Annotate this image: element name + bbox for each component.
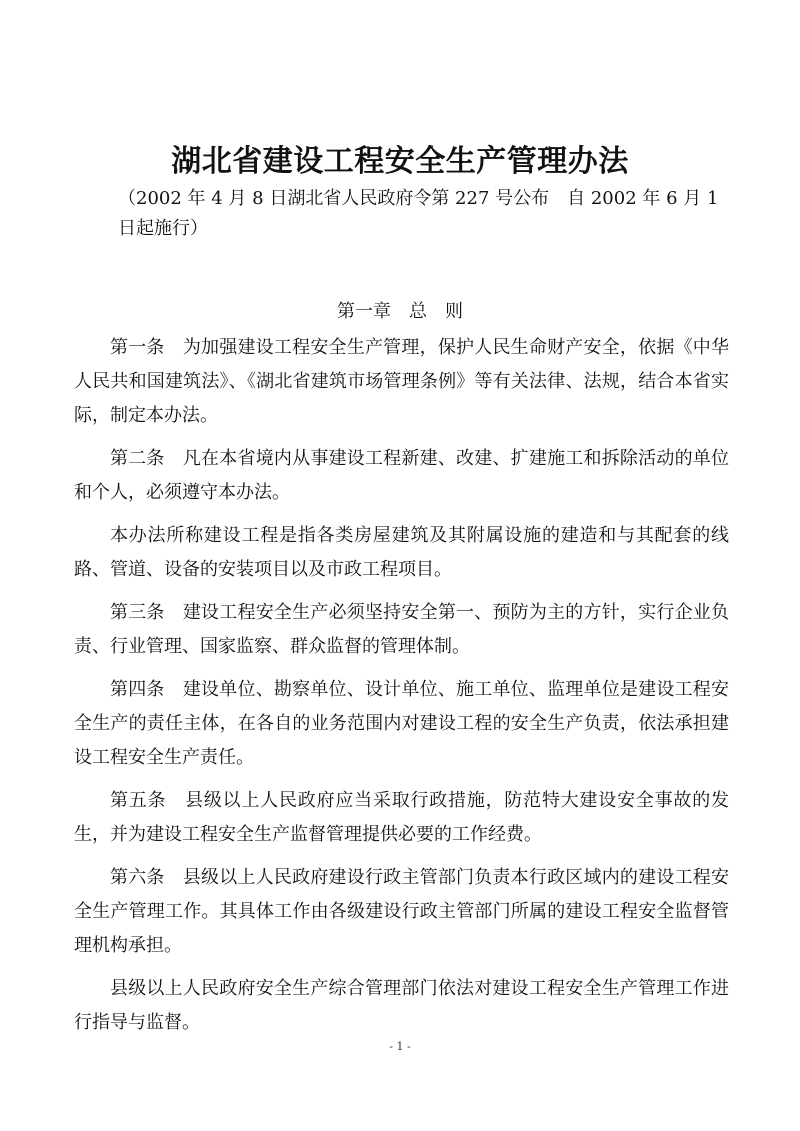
document-title: 湖北省建设工程安全生产管理办法 (171, 144, 629, 179)
article-6-supervision-paragraph: 县级以上人民政府安全生产综合管理部门依法对建设工程安全生产管理工作进行指导与监督。 (74, 978, 729, 1033)
article-5-paragraph: 第五条 县级以上人民政府应当采取行政措施，防范特大建设安全事故的发生，并为建设工程安全生产监督管理提供必要的工作经费。 (74, 790, 729, 845)
chapter-heading: 第一章 总 则 (337, 301, 463, 322)
document-subtitle: （2002 年 4 月 8 日湖北省人民政府令第 227 号公布 自 2002 年 6 月 1 日起施行） (118, 188, 725, 239)
article-1-paragraph: 第一条 为加强建设工程安全生产管理，保护人民生命财产安全，依据《中华人民共和国建筑法》、《湖北省建筑市场管理条例》等有关法律、法规，结合本省实际，制定本办法。 (74, 337, 729, 426)
article-2-paragraph: 第二条 凡在本省境内从事建设工程新建、改建、扩建施工和拆除活动的单位和个人，必须遵守本办法。 (74, 448, 729, 503)
article-6-paragraph: 第六条 县级以上人民政府建设行政主管部门负责本行政区域内的建设工程安全生产管理工作。其具体工作由各级建设行政主管部门所属的建设工程安全监督管理机构承担。 (74, 867, 729, 956)
document-body (74, 331, 729, 1049)
article-2-definition-paragraph: 本办法所称建设工程是指各类房屋建筑及其附属设施的建造和与其配套的线路、管道、设备的安装项目以及市政工程项目。 (74, 525, 729, 580)
page-number: - 1 - (389, 1040, 411, 1053)
article-4-paragraph: 第四条 建设单位、勘察单位、设计单位、施工单位、监理单位是建设工程安全生产的责任主体，在各自的业务范围内对建设工程的安全生产负责，依法承担建设工程安全生产责任。 (74, 679, 729, 768)
article-3-paragraph: 第三条 建设工程安全生产必须坚持安全第一、预防为主的方针，实行企业负责、行业管理、国家监察、群众监督的管理体制。 (74, 602, 729, 657)
